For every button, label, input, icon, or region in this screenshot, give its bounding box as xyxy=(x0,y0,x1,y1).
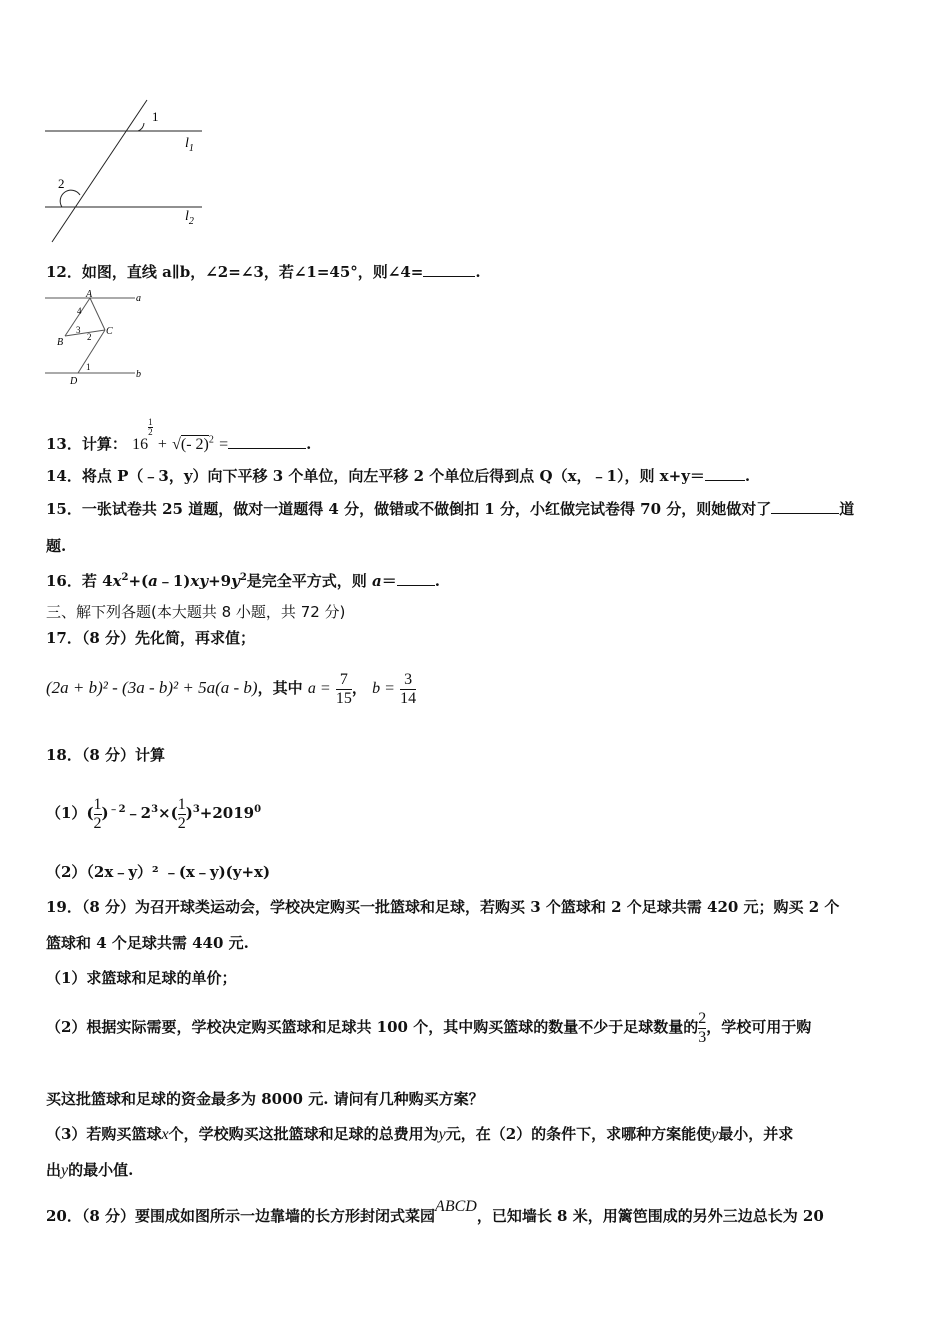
question-16: 16．若 $4x^2+(a﹣1)xy+9y^2$是完全平方式，则 a＝ . xyxy=(46,572,441,590)
fraction-half: $\frac{1}{2}$ xyxy=(93,795,102,832)
sqrt-expression: √(- 2)$^2$ xyxy=(172,434,214,453)
angle-2-label: 2 xyxy=(87,332,92,342)
question-19-part-2-cont: 买这批篮球和足球的资金最多为 8000 元. 请问有几种购买方案？ xyxy=(46,1090,484,1108)
answer-blank xyxy=(705,466,745,481)
l1-label: $l_1$ xyxy=(185,136,194,154)
question-18-title: 18．（8 分）计算 xyxy=(46,746,166,764)
question-18-part-1: （1）( $\frac{1}{2}$ )$^{﹣2}﹣2^3\times$( $\frac{1}{2}$ )$^3+2019^0$ xyxy=(46,795,262,832)
question-19-part-3: （3）若购买篮球x个，学校购买这批篮球和足球的总费用为y元，在（2）的条件下，求哪种方案能使y最小，并求 xyxy=(46,1125,794,1143)
segment-a-c xyxy=(90,298,105,330)
segment-cd xyxy=(78,330,105,373)
section-3-heading: 三、解下列各题(本大题共 8 小题，共 72 分) xyxy=(46,603,346,621)
angle-1-label: 1 xyxy=(152,109,159,124)
question-17-title: 17．（8 分）先化简，再求值； xyxy=(46,629,256,647)
angle-2-label: 2 xyxy=(58,176,65,191)
l2-label: $l_2$ xyxy=(185,209,194,227)
fraction-b: $\frac{3}{14}$ xyxy=(400,670,417,707)
point-b-label: B xyxy=(57,337,64,348)
fraction-two-thirds: $\frac{2}{3}$ xyxy=(698,1009,707,1046)
question-19-part-2: （2）根据实际需要，学校决定购买篮球和足球共 100 个，其中购买篮球的数量不少于足球数量的 $\frac{2}{3}$ ，学校可用于购 xyxy=(46,1009,812,1046)
line-a-label: a xyxy=(136,293,141,304)
fraction-half: $\frac{1}{2}$ xyxy=(177,795,186,832)
angle-4-label: 4 xyxy=(77,306,82,316)
answer-blank xyxy=(423,262,475,277)
point-a-label: A xyxy=(86,289,93,300)
point-c-label: C xyxy=(106,326,113,337)
question-18-part-2: （2）（2x﹣y）² ﹣(x﹣y)(y+x) xyxy=(46,863,271,881)
answer-blank xyxy=(771,499,839,514)
question-19-line-1: 19．（8 分）为召开球类运动会，学校决定购买一批篮球和足球，若购买 3 个篮球和 2 个足球共需 420 元；购买 2 个 xyxy=(46,898,840,916)
angle-3-label: 3 xyxy=(76,325,81,335)
angle-1-arc xyxy=(138,123,144,131)
line-b-label: b xyxy=(136,369,141,380)
segment-bc xyxy=(65,330,105,336)
question-13: 13．计算： 16 $\frac{1}{2}$ + √(- 2)$^2$ = . xyxy=(46,417,312,453)
question-19-part-1: （1）求篮球和足球的单价； xyxy=(46,969,237,987)
transversal xyxy=(52,100,147,242)
parallel-lines-figure xyxy=(40,95,220,250)
question-15: 15．一张试卷共 25 道题，做对一道题得 4 分，做错或不做倒扣 1 分，小红做完试卷得 70 分，则她做对了 道 xyxy=(46,500,855,518)
question-17-expression: (2a + b)² - (3a - b)² + 5a(a - b)，其中 a = $\frac{7}{15}$ ， b = $\frac{3}{14}$ xyxy=(46,670,417,707)
angle-figure-abcd xyxy=(40,288,150,388)
angle-1-label: 1 xyxy=(86,362,91,372)
question-19-line-2: 篮球和 4 个足球共需 440 元. xyxy=(46,934,249,952)
expression-16-pow: 16 $\frac{1}{2}$ xyxy=(132,417,153,453)
fraction-a: $\frac{7}{15}$ xyxy=(335,670,352,707)
answer-blank xyxy=(397,571,435,586)
question-12: 12．如图，直线 a∥b，∠2=∠3，若∠1=45°，则∠4= . xyxy=(46,263,481,281)
answer-blank xyxy=(228,434,306,449)
question-19-part-3-cont: 出y的最小值. xyxy=(46,1161,134,1179)
point-d-label: D xyxy=(70,376,78,387)
question-15-cont: 题. xyxy=(46,537,67,555)
question-20: 20．（8 分）要围成如图所示一边靠墙的长方形封闭式菜园ABCD，已知墙长 8 米，用篱笆围成的另外三边总长为 20 xyxy=(46,1198,824,1225)
question-14: 14．将点 P（﹣3，y）向下平移 3 个单位，向左平移 2 个单位后得到点 Q（x，﹣1），则 x+y＝ . xyxy=(46,467,751,485)
